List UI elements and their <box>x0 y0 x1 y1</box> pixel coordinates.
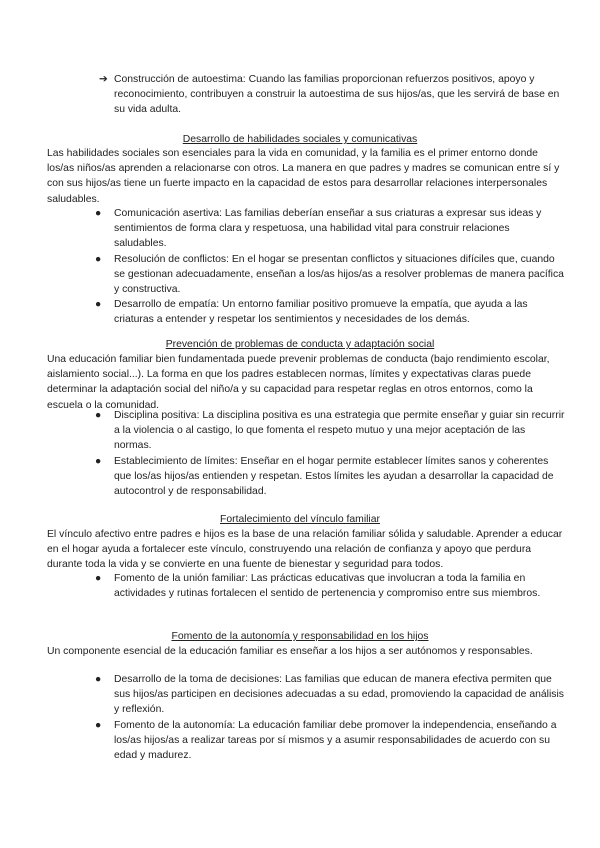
bullet-list-habilidades <box>95 206 565 328</box>
bullet-icon: ● <box>95 253 102 265</box>
list-item <box>95 571 565 601</box>
list-item <box>95 297 565 327</box>
list-item-text: Fomento de la unión familiar: Las prácticas educativas que involucran a toda la familia en actividades y rutinas fortalecen el sentido de pertenencia y compromiso entre sus miembros. <box>114 573 541 600</box>
section-heading-prevencion: Prevención de problemas de conducta y adaptación social <box>165 339 435 350</box>
list-item-text: Disciplina positiva: La disciplina positiva es una estrategia que permite enseñar y guiar sin recurrir a la violencia o al castigo, lo que fomenta el respeto mutuo y una mejor aceptación de las normas. <box>114 410 565 452</box>
intro-arrow-item <box>99 72 569 118</box>
list-item-text: Fomento de la autonomía: La educación familiar debe promover la independencia, enseñando a los/as hijos/as a realizar tareas por sí mismos y a asumir responsabilidades de acuerdo con su edad y madurez. <box>114 719 557 762</box>
list-item <box>95 408 565 454</box>
section-paragraph-autonomia: Un componente esencial de la educación familiar es enseñar a los hijos a ser autónomos y responsables. <box>47 646 533 657</box>
section-paragraph-prevencion: Una educación familiar bien fundamentada puede prevenir problemas de conducta (bajo rendimiento escolar, aislamiento social...). La forma en que los padres establecen normas, límites y expectativas claras puede determinar la adaptación social del niño/a y su capacidad para respetar reglas en otros entornos, como la escuela o la comunidad. <box>47 354 550 411</box>
bullet-list-prevencion <box>95 408 565 499</box>
bullet-icon: ● <box>95 455 102 467</box>
list-item-text: Comunicación asertiva: Las familias deberían enseñar a sus criaturas a expresar sus ideas y sentimientos de forma clara y respetuosa, una habilidad vital para construir relaciones saludables. <box>114 208 542 250</box>
list-item <box>95 672 565 718</box>
intro-text: Construcción de autoestima: Cuando las familias proporcionan refuerzos positivos, apoyo y reconocimiento, contribuyen a construir la autoestima de sus hijos/as, que les servirá de base en su vida adulta. <box>114 74 560 116</box>
section-paragraph-vinculo: El vínculo afectivo entre padres e hijos es la base de una relación familiar sólida y saludable. Aprender a educar en el hogar ayuda a fortalecer este vínculo, construyendo una relación de confianza y apoyo que perdura durante toda la vida y se convierte en una fuente de bienestar y seguridad para todos. <box>47 529 563 571</box>
list-item <box>95 454 565 500</box>
bullet-icon: ● <box>95 208 102 219</box>
bullet-icon: ● <box>95 674 102 685</box>
bullet-icon: ● <box>95 410 102 421</box>
list-item-text: Desarrollo de la toma de decisiones: Las familias que educan de manera efectiva permiten que sus hijos/as participen en decisiones adecuadas a su edad, promoviendo la capacidad de análisis y reflexión. <box>114 674 564 716</box>
bullet-icon: ● <box>95 299 102 311</box>
section-heading-vinculo: Fortalecimiento del vínculo familiar <box>220 514 380 525</box>
list-item-text: Resolución de conflictos: En el hogar se presentan conflictos y situaciones difíciles que, cuando se gestionan adecuadamente, enseñan a los/as hijos/as a resolver problemas de manera pacífica y constructiva. <box>114 253 564 296</box>
section-heading-autonomia: Fomento de la autonomía y responsabilidad en los hijos <box>171 631 429 642</box>
section-heading-habilidades: Desarrollo de habilidades sociales y comunicativas <box>182 134 418 145</box>
list-item <box>95 718 565 764</box>
list-item-text: Establecimiento de límites: Enseñar en el hogar permite establecer límites sanos y coherentes que los/as hijos/as entienden y respetan. Estos límites les ayudan a desarrollar la capacidad de autocontrol y de responsabilidad. <box>114 455 554 498</box>
bullet-list-autonomia <box>95 672 565 763</box>
bullet-list-vinculo <box>95 571 565 601</box>
list-item-text: Desarrollo de empatía: Un entorno familiar positivo promueve la empatía, que ayuda a las criaturas a entender y respetar los sentimientos y necesidades de los demás. <box>114 299 528 326</box>
bullet-icon: ● <box>95 719 102 731</box>
arrow-right-icon: ➔ <box>99 74 108 85</box>
section-paragraph-habilidades: Las habilidades sociales son esenciales para la vida en comunidad, y la familia es el primer entorno donde los/as niños/as aprenden a relacionarse con otros. La manera en que padres y madres se comunican entre sí y con sus hijos/as tiene un fuerte impacto en la capacidad de estos para desarrollar relaciones interpersonales saludables. <box>47 148 560 205</box>
bullet-icon: ● <box>95 573 102 584</box>
list-item <box>95 252 565 298</box>
list-item <box>95 206 565 252</box>
